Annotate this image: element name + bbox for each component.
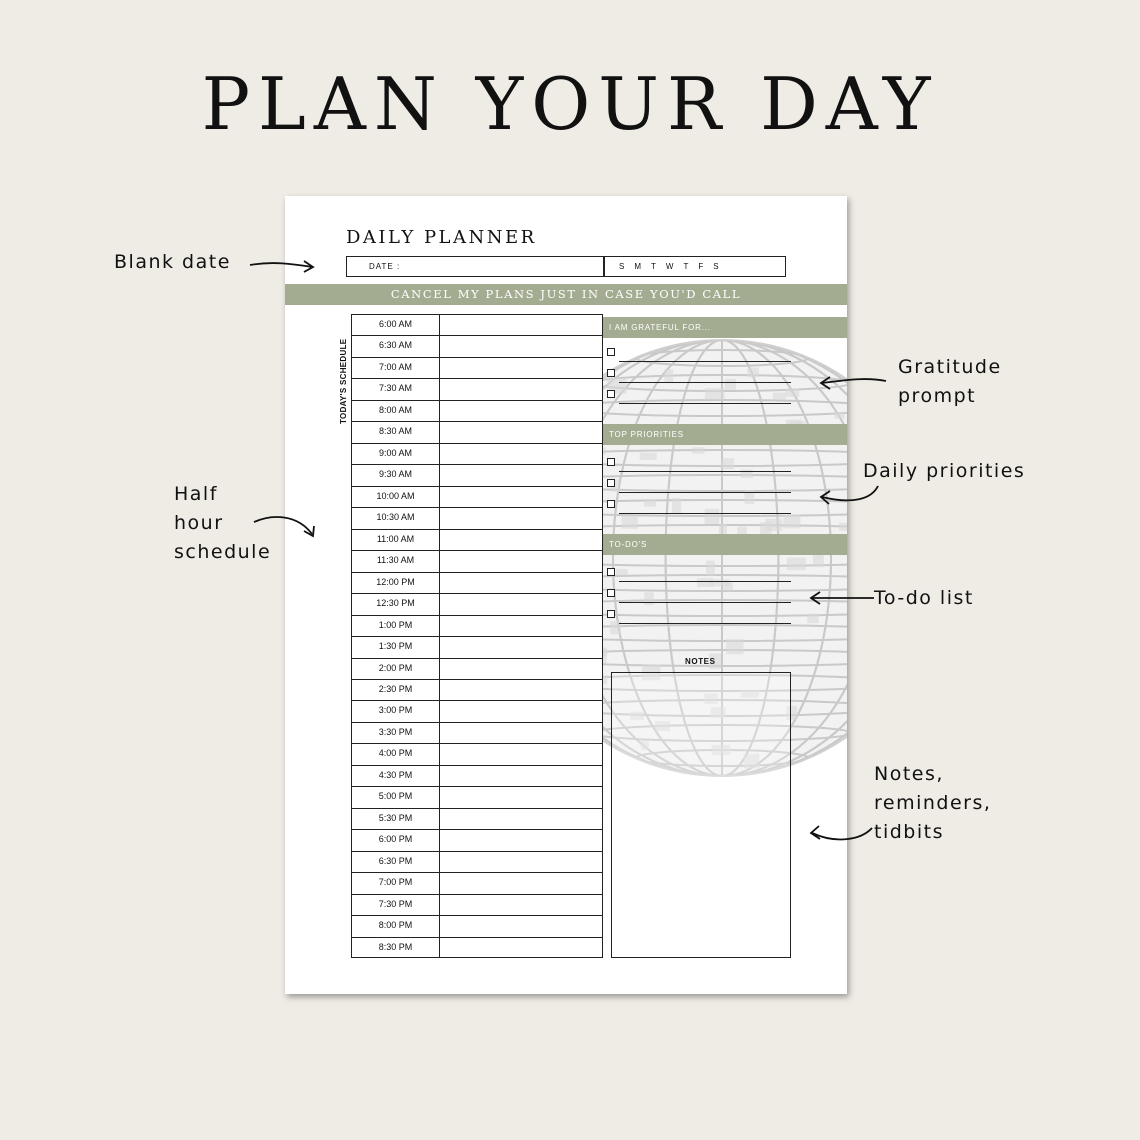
schedule-row[interactable]: [351, 658, 603, 679]
priority-item[interactable]: [607, 472, 791, 493]
time-label: 1:00 PM: [352, 616, 440, 636]
time-label: 5:30 PM: [352, 809, 440, 829]
schedule-row[interactable]: [351, 786, 603, 807]
annotation-gratitude: [898, 353, 1002, 411]
schedule-row[interactable]: [351, 378, 603, 399]
annotation-line: prompt: [898, 385, 977, 407]
time-label: 9:30 AM: [352, 465, 440, 485]
annotation-line: reminders,: [874, 792, 992, 814]
date-box: [346, 256, 786, 277]
time-label: 4:30 PM: [352, 766, 440, 786]
time-label: 1:30 PM: [352, 637, 440, 657]
date-label: DATE :: [369, 262, 401, 271]
schedule-row[interactable]: [351, 615, 603, 636]
time-label: 2:30 PM: [352, 680, 440, 700]
write-line: [619, 403, 791, 405]
annotation-line: hour: [174, 512, 224, 534]
checkbox[interactable]: [607, 568, 615, 576]
annotation-line: Gratitude: [898, 356, 1002, 378]
time-label: 6:00 PM: [352, 830, 440, 850]
grateful-item[interactable]: [607, 383, 791, 404]
time-label: 3:30 PM: [352, 723, 440, 743]
annotation-notes: [874, 760, 991, 847]
weekday-letter: T: [651, 262, 656, 271]
time-label: 6:00 AM: [352, 315, 440, 335]
arrow-icon: [806, 589, 876, 609]
time-label: 11:30 AM: [352, 551, 440, 571]
checkbox[interactable]: [607, 348, 615, 356]
time-label: 3:00 PM: [352, 701, 440, 721]
arrow-icon: [816, 372, 891, 394]
weekday-letter: S: [713, 262, 719, 271]
schedule-row[interactable]: [351, 357, 603, 378]
todo-item[interactable]: [607, 561, 791, 582]
grateful-item[interactable]: [607, 341, 791, 362]
todo-item[interactable]: [607, 582, 791, 603]
schedule-row[interactable]: [351, 443, 603, 464]
weekday-letter: F: [698, 262, 704, 271]
schedule-row[interactable]: [351, 765, 603, 786]
weekday-letter: S: [619, 262, 625, 271]
priority-item[interactable]: [607, 451, 791, 472]
weekday-letter: T: [683, 262, 689, 271]
planner-title: DAILY PLANNER: [346, 227, 537, 248]
time-label: 5:00 PM: [352, 787, 440, 807]
schedule-row[interactable]: [351, 679, 603, 700]
schedule-row[interactable]: [351, 937, 603, 958]
annotation-line: Notes,: [874, 763, 944, 785]
schedule-row[interactable]: [351, 314, 603, 335]
time-label: 10:30 AM: [352, 508, 440, 528]
annotation-line: Half: [174, 483, 218, 505]
time-label: 8:00 PM: [352, 916, 440, 936]
checkbox[interactable]: [607, 458, 615, 466]
weekday-letter: W: [665, 262, 674, 271]
schedule-vertical-label: TODAY'S SCHEDULE: [339, 338, 348, 424]
schedule-row[interactable]: [351, 572, 603, 593]
time-label: 7:00 PM: [352, 873, 440, 893]
time-label: 12:00 PM: [352, 573, 440, 593]
schedule-row[interactable]: [351, 851, 603, 872]
schedule-row[interactable]: [351, 829, 603, 850]
checkbox[interactable]: [607, 390, 615, 398]
date-divider: [603, 257, 605, 276]
schedule-row[interactable]: [351, 636, 603, 657]
schedule-row[interactable]: [351, 743, 603, 764]
schedule-row[interactable]: [351, 808, 603, 829]
todo-heading: TO-DO'S: [603, 534, 847, 555]
schedule-row[interactable]: [351, 894, 603, 915]
notes-heading: NOTES: [685, 657, 716, 666]
schedule-row[interactable]: [351, 722, 603, 743]
grateful-item[interactable]: [607, 362, 791, 383]
schedule-row[interactable]: [351, 507, 603, 528]
time-label: 11:00 AM: [352, 530, 440, 550]
schedule-row[interactable]: [351, 421, 603, 442]
annotation-todo: To-do list: [874, 587, 974, 609]
schedule-row[interactable]: [351, 335, 603, 356]
weekday-letter: M: [634, 262, 642, 271]
time-label: 12:30 PM: [352, 594, 440, 614]
annotation-priorities: Daily priorities: [863, 460, 1026, 482]
time-label: 7:30 AM: [352, 379, 440, 399]
todo-item[interactable]: [607, 603, 791, 624]
schedule-row[interactable]: [351, 529, 603, 550]
write-line: [619, 513, 791, 515]
checkbox[interactable]: [607, 610, 615, 618]
time-label: 10:00 AM: [352, 487, 440, 507]
schedule-row[interactable]: [351, 700, 603, 721]
schedule-row[interactable]: [351, 464, 603, 485]
time-label: 7:00 AM: [352, 358, 440, 378]
time-label: 6:30 AM: [352, 336, 440, 356]
hero-title: PLAN YOUR DAY: [201, 62, 939, 146]
time-label: 8:30 PM: [352, 938, 440, 957]
write-line: [619, 623, 791, 625]
quote-banner: CANCEL MY PLANS JUST IN CASE YOU'D CALL: [285, 284, 847, 305]
time-label: 8:00 AM: [352, 401, 440, 421]
schedule-row[interactable]: [351, 915, 603, 936]
time-label: 8:30 AM: [352, 422, 440, 442]
arrow-icon: [806, 818, 876, 848]
notes-box[interactable]: [611, 672, 791, 958]
time-label: 7:30 PM: [352, 895, 440, 915]
arrow-icon: [816, 484, 886, 510]
schedule-row[interactable]: [351, 550, 603, 571]
arrow-icon: [248, 256, 318, 276]
schedule-row[interactable]: [351, 486, 603, 507]
checkbox[interactable]: [607, 589, 615, 597]
annotation-line: tidbits: [874, 821, 944, 843]
time-label: 6:30 PM: [352, 852, 440, 872]
checkbox[interactable]: [607, 369, 615, 377]
schedule-table: [351, 314, 603, 958]
annotation-line: schedule: [174, 541, 272, 563]
time-label: 4:00 PM: [352, 744, 440, 764]
grateful-heading: I AM GRATEFUL FOR...: [603, 317, 847, 338]
schedule-row[interactable]: [351, 872, 603, 893]
planner-sheet: [285, 196, 847, 994]
checkbox[interactable]: [607, 479, 615, 487]
schedule-row[interactable]: [351, 400, 603, 421]
time-label: 2:00 PM: [352, 659, 440, 679]
schedule-row[interactable]: [351, 593, 603, 614]
priorities-heading: TOP PRIORITIES: [603, 424, 847, 445]
checkbox[interactable]: [607, 500, 615, 508]
weekday-letters: [619, 262, 719, 271]
time-label: 9:00 AM: [352, 444, 440, 464]
priority-item[interactable]: [607, 493, 791, 514]
annotation-blank-date: Blank date: [114, 251, 231, 273]
arrow-icon: [252, 512, 322, 542]
